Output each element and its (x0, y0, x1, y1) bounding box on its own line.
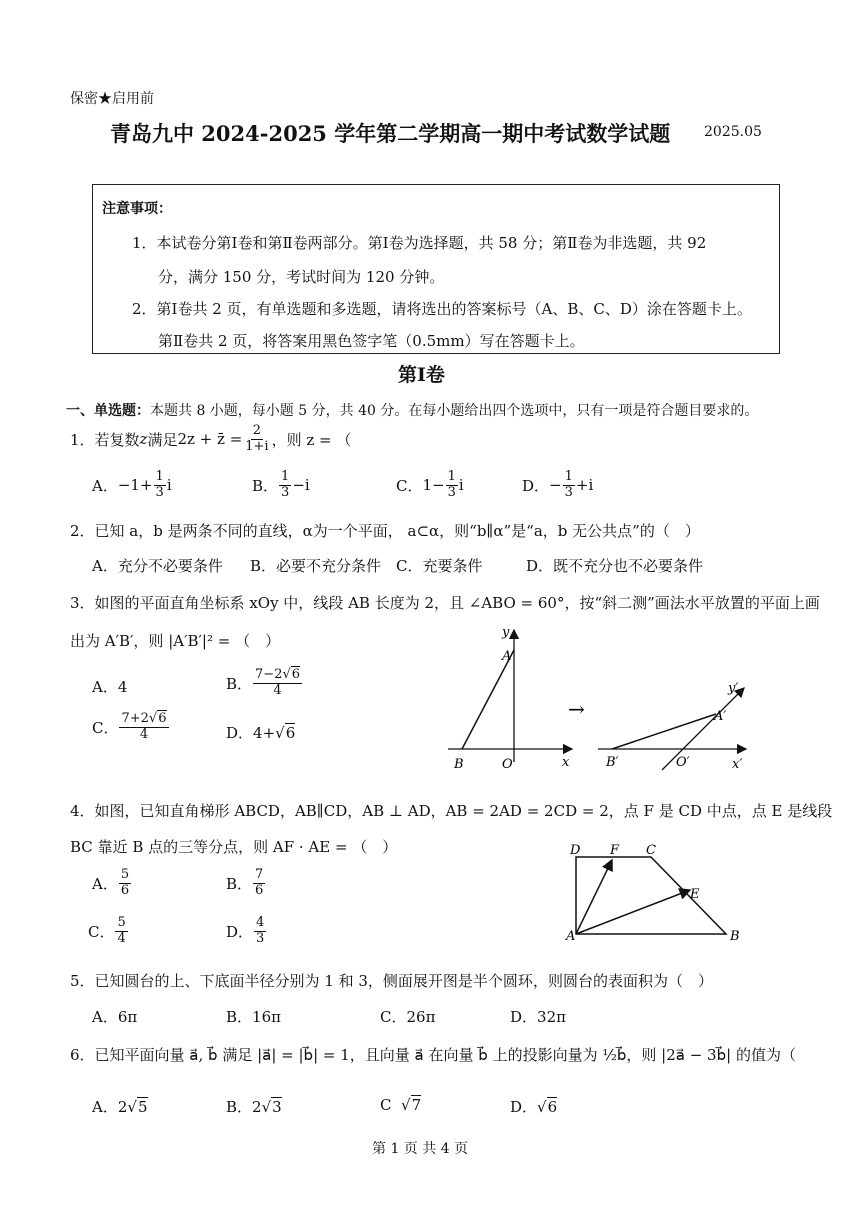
q3-right-label-b: B′ (606, 755, 619, 770)
q2-option-a: A．充分不必要条件 (92, 557, 223, 575)
q1-var-z: z (139, 430, 148, 449)
q1-c-pre: 1− (422, 476, 445, 495)
q5-option-b: B．16π (226, 1008, 281, 1026)
q4-label-d: D (570, 843, 581, 858)
q6-option-c: C √7 (380, 1096, 422, 1114)
q4-b-num: 7 (255, 867, 264, 882)
q6-d-rad: 6 (547, 1098, 558, 1116)
q6-a-pre: 2 (117, 1098, 128, 1116)
q1-a-frac (154, 470, 166, 501)
notice-item-1: 1．本试卷分第Ⅰ卷和第Ⅱ卷两部分。第Ⅰ卷为选择题，共 58 分；第Ⅱ卷为非选题，共 92 (132, 234, 707, 252)
q6-c-rad: 7 (411, 1096, 422, 1114)
q4-a-num: 5 (120, 867, 130, 882)
q3-right-label-y: y′ (728, 681, 739, 696)
q3-c-label: C． (92, 718, 119, 737)
q4-trapezoid (576, 857, 726, 934)
q1-stem-a: 1．若复数 (70, 430, 140, 449)
q1-option-a (92, 470, 172, 501)
q4-option-c (88, 916, 129, 947)
q1-d-label: D． (522, 476, 550, 495)
q1-a-pre: −1+ (117, 476, 153, 495)
q1-b-post: −i (292, 476, 310, 495)
q4-d-den: 3 (256, 930, 265, 946)
q1-a-label: A． (92, 476, 118, 495)
q4-label-b: B (730, 929, 740, 944)
q4-vector-ae (576, 890, 690, 934)
q4-a-den: 6 (120, 882, 130, 898)
q6-option-d: D．√6 (510, 1098, 558, 1116)
q1-c-label: C． (396, 476, 423, 495)
q2-option-c: C．充要条件 (396, 557, 483, 575)
notice-item-2: 2．第Ⅰ卷共 2 页，有单选题和多选题，请将选出的答案标号（A、B、C、D）涂在答题卡上。 (132, 300, 752, 318)
q3-left-label-y: y (502, 625, 510, 640)
q4-d-label: D． (226, 922, 254, 941)
q5-option-c: C．26π (380, 1008, 436, 1026)
q4-option-a (92, 868, 132, 899)
q6-option-b: B．2√3 (226, 1098, 282, 1116)
q3-left-label-a: A (502, 649, 512, 664)
q1-b-den: 3 (281, 484, 290, 500)
q3-stem-line1: 3．如图的平面直角坐标系 xOy 中，线段 AB 长度为 2，且 ∠ABO = 60°，按“斜二测”画法水平放置的平面上画 (70, 594, 820, 612)
q3-d-rad: 6 (285, 724, 296, 742)
q3-d-pre: 4+ (253, 724, 276, 742)
confidential-mark: 保密★启用前 (70, 91, 154, 107)
q3-b-frac (253, 668, 302, 699)
q1-stem (70, 424, 351, 455)
q4-option-d (226, 916, 267, 947)
q4-b-den: 6 (255, 882, 264, 898)
q1-a-num: 1 (155, 469, 164, 484)
volume-title: 第Ⅰ卷 (398, 364, 445, 386)
q1-a-den: 3 (155, 484, 164, 500)
q1-frac-den: 1+i (245, 438, 269, 454)
q1-option-c (396, 470, 464, 501)
q3-c-frac (119, 712, 168, 743)
section-1-heading (66, 400, 758, 420)
q6-c-label: C (380, 1096, 392, 1114)
q3-a-val: 4 (117, 678, 128, 696)
q2-option-b: B．必要不充分条件 (250, 557, 382, 575)
q1-d-num: 1 (564, 469, 573, 484)
q4-c-den: 4 (117, 930, 126, 946)
q4-a-label: A． (92, 874, 118, 893)
q1-fraction (243, 424, 270, 455)
q4-d-num: 4 (256, 915, 265, 930)
q4-label-a: A (566, 929, 576, 944)
q4-c-frac (115, 916, 127, 947)
q2-option-d: D．既不充分也不必要条件 (526, 557, 704, 575)
q3-option-c (92, 712, 170, 743)
q4-d-frac (254, 916, 266, 947)
q1-stem-c: ，则 z = （ (271, 430, 352, 449)
q3-b-label: B． (226, 674, 253, 693)
q4-label-e: E (690, 887, 700, 902)
notice-heading: 注意事项： (102, 201, 172, 217)
q4-stem-line2: BC 靠近 B 点的三等分点，则 AF · AE = （ ） (70, 838, 398, 856)
q6-d-label: D． (510, 1098, 538, 1116)
q1-c-post: i (458, 476, 464, 495)
q3-figure (440, 620, 790, 775)
q3-c-num: 7+2√6 (121, 711, 167, 726)
q1-b-num: 1 (281, 469, 290, 484)
q3-a-label: A． (92, 678, 118, 696)
q4-label-c: C (646, 843, 656, 858)
q3-transform-arrow: → (568, 697, 585, 721)
q3-option-d: D．4+√6 (226, 724, 296, 742)
q1-d-frac (563, 470, 575, 501)
q2-stem: 2．已知 a，b 是两条不同的直线，α为一个平面， a⊂α，则“b∥α”是“a，b 无公共点”的（ ） (70, 522, 700, 540)
q4-a-frac (119, 868, 131, 899)
q1-c-frac (446, 470, 458, 501)
q4-c-num: 5 (117, 915, 126, 930)
q4-label-f: F (610, 843, 620, 858)
q3-segment-ab (462, 650, 514, 749)
q1-stem-b: 满足 (147, 430, 178, 449)
q3-option-a (92, 676, 127, 697)
section-1-label: 一、单选题： (66, 403, 150, 419)
q6-b-label: B． (226, 1098, 253, 1116)
q1-c-den: 3 (447, 484, 456, 500)
q5-stem: 5．已知圆台的上、下底面半径分别为 1 和 3，侧面展开图是半个圆环，则圆台的表面积为（ ） (70, 972, 713, 990)
q1-frac-num: 2 (252, 423, 262, 438)
q6-b-pre: 2 (252, 1098, 262, 1116)
q6-stem: 6．已知平面向量 a⃗, b⃗ 满足 |a⃗| = |b⃗| = 1，且向量 a⃗ 在向量 b⃗ 上的投影向量为 ½b⃗，则 |2a⃗ − 3b⃗| 的值为（ (70, 1046, 796, 1064)
q3-left-label-b: B (454, 757, 464, 772)
q4-stem-line1: 4．如图，已知直角梯形 ABCD，AB∥CD，AB ⊥ AD，AB = 2AD = 2CD = 2，点 F 是 CD 中点，点 E 是线段 (70, 802, 833, 820)
q4-c-label: C． (88, 922, 115, 941)
q1-c-num: 1 (447, 469, 456, 484)
q3-right-label-x: x′ (732, 757, 743, 772)
section-1-desc: 本题共 8 小题，每小题 5 分，共 40 分。在每小题给出四个选项中，只有一项是符合题目要求的。 (150, 403, 759, 419)
q3-right-label-o: O′ (676, 755, 690, 770)
q6-b-rad: 3 (272, 1098, 282, 1116)
q5-option-d: D．32π (510, 1008, 566, 1026)
notice-item-2-cont: 第Ⅱ卷共 2 页，将答案用黑色签字笔（0.5mm）写在答题卡上。 (158, 332, 585, 350)
q4-option-b (226, 868, 266, 899)
page-footer: 第 1 页 共 4 页 (372, 1141, 469, 1157)
q3-option-b (226, 668, 303, 699)
q3-right-label-a: A′ (714, 709, 727, 724)
q3-c-num-pre: 7+2 (121, 711, 149, 726)
q3-left-label-o: O (502, 757, 513, 772)
q3-stem-line2: 出为 A′B′，则 |A′B′|² = （ ） (70, 632, 281, 650)
q1-a-post: i (166, 476, 172, 495)
q4-b-label: B． (226, 874, 253, 893)
q3-c-num-rad: 6 (158, 711, 167, 726)
q4-b-frac (253, 868, 265, 899)
q3-d-label: D． (226, 724, 254, 742)
q3-b-num-rad: 6 (291, 667, 301, 682)
q6-a-rad: 5 (137, 1098, 148, 1116)
q1-eq-left: 2z + z̄ = (177, 430, 243, 449)
q3-b-den: 4 (273, 682, 282, 698)
q1-b-frac (279, 470, 291, 501)
q1-d-den: 3 (564, 484, 573, 500)
page-title: 青岛九中 2024-2025 学年第二学期高一期中考试数学试题 (110, 121, 671, 146)
q1-option-d (522, 470, 593, 501)
notice-item-1-cont: 分，满分 150 分，考试时间为 120 分钟。 (158, 268, 445, 286)
q6-option-a: A．2√5 (92, 1098, 148, 1116)
q3-b-num: 7−2√6 (255, 667, 301, 682)
q3-b-num-pre: 7−2 (255, 667, 283, 682)
q4-figure (560, 840, 750, 950)
q1-b-label: B． (252, 476, 279, 495)
q3-left-label-x: x (562, 755, 570, 770)
q5-option-a: A．6π (92, 1008, 138, 1026)
q1-d-pre: − (549, 476, 562, 495)
exam-date: 2025.05 (704, 124, 762, 140)
q1-d-post: +i (575, 476, 594, 495)
q3-c-den: 4 (139, 726, 149, 742)
q6-a-label: A． (92, 1098, 118, 1116)
q1-option-b (252, 470, 310, 501)
